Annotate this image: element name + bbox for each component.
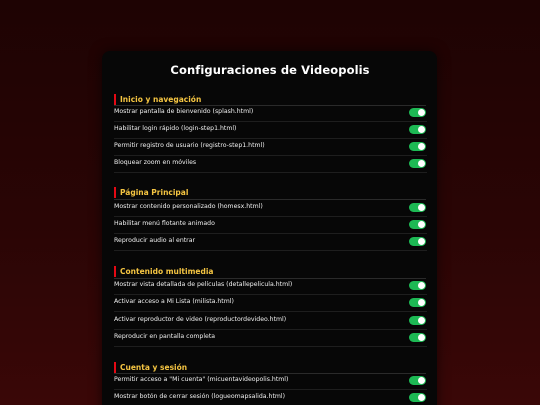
section-title-contenido-multimedia: Contenido multimedia: [114, 266, 214, 277]
toggle-knob: [418, 299, 425, 306]
setting-label: Mostrar vista detallada de películas (detallepelicula.html): [114, 281, 293, 288]
toggle-knob: [418, 126, 425, 133]
section-title-pagina-principal: Página Principal: [114, 187, 188, 198]
page-title: Configuraciones de Videopolis: [170, 63, 370, 77]
setting-toggle-milista[interactable]: [409, 298, 426, 307]
setting-row-homesx: [114, 200, 427, 217]
setting-toggle-registro[interactable]: [409, 142, 426, 151]
setting-toggle-micuenta[interactable]: [409, 376, 426, 385]
toggle-knob: [418, 317, 425, 324]
setting-row-login: [114, 122, 427, 139]
setting-label: Activar acceso a Mi Lista (milista.html): [114, 298, 234, 305]
setting-row-milista: [114, 295, 427, 312]
setting-label: Reproducir audio al entrar: [114, 237, 196, 244]
toggle-knob: [418, 109, 425, 116]
toggle-knob: [418, 377, 425, 384]
toggle-knob: [418, 204, 425, 211]
setting-row-zoom: [114, 156, 427, 173]
setting-label: Mostrar contenido personalizado (homesx.html): [114, 203, 263, 210]
toggle-knob: [418, 160, 425, 167]
setting-row-menu-flotante: [114, 217, 427, 234]
toggle-knob: [418, 221, 425, 228]
setting-label: Reproducir en pantalla completa: [114, 333, 216, 340]
setting-toggle-cerrar-sesion[interactable]: [409, 393, 426, 402]
setting-row-micuenta: [114, 373, 427, 390]
setting-label: Habilitar login rápido (login-step1.html): [114, 125, 237, 132]
toggle-knob: [418, 282, 425, 289]
setting-toggle-reproductor[interactable]: [409, 316, 426, 325]
setting-toggle-login[interactable]: [409, 125, 426, 134]
setting-label: Bloquear zoom en móviles: [114, 159, 197, 166]
setting-row-reproductor: [114, 313, 427, 330]
section-title-inicio: Inicio y navegación: [114, 94, 201, 105]
setting-label: Mostrar botón de cerrar sesión (logueomapsalida.html): [114, 393, 286, 400]
setting-toggle-zoom[interactable]: [409, 159, 426, 168]
setting-label: Mostrar pantalla de bienvenido (splash.html): [114, 108, 254, 115]
setting-label: Permitir registro de usuario (registro-step1.html): [114, 142, 265, 149]
setting-row-audio: [114, 234, 427, 251]
setting-toggle-homesx[interactable]: [409, 203, 426, 212]
setting-label: Habilitar menú flotante animado: [114, 220, 215, 227]
setting-toggle-menu-flotante[interactable]: [409, 220, 426, 229]
setting-toggle-pantalla-completa[interactable]: [409, 333, 426, 342]
setting-label: Permitir acceso a "Mi cuenta" (micuentavideopolis.html): [114, 376, 289, 383]
toggle-knob: [418, 334, 425, 341]
setting-toggle-splash[interactable]: [409, 108, 426, 117]
toggle-knob: [418, 238, 425, 245]
setting-row-cerrar-sesion: [114, 390, 427, 405]
setting-row-detallepelicula: [114, 278, 427, 295]
setting-toggle-detallepelicula[interactable]: [409, 281, 426, 290]
toggle-knob: [418, 143, 425, 150]
setting-label: Activar reproductor de video (reproductordevideo.html): [114, 316, 287, 323]
setting-row-splash: [114, 105, 427, 122]
toggle-knob: [418, 394, 425, 401]
section-title-cuenta-sesion: Cuenta y sesión: [114, 362, 187, 373]
setting-row-registro: [114, 139, 427, 156]
setting-toggle-audio[interactable]: [409, 237, 426, 246]
setting-row-pantalla-completa: [114, 330, 427, 347]
